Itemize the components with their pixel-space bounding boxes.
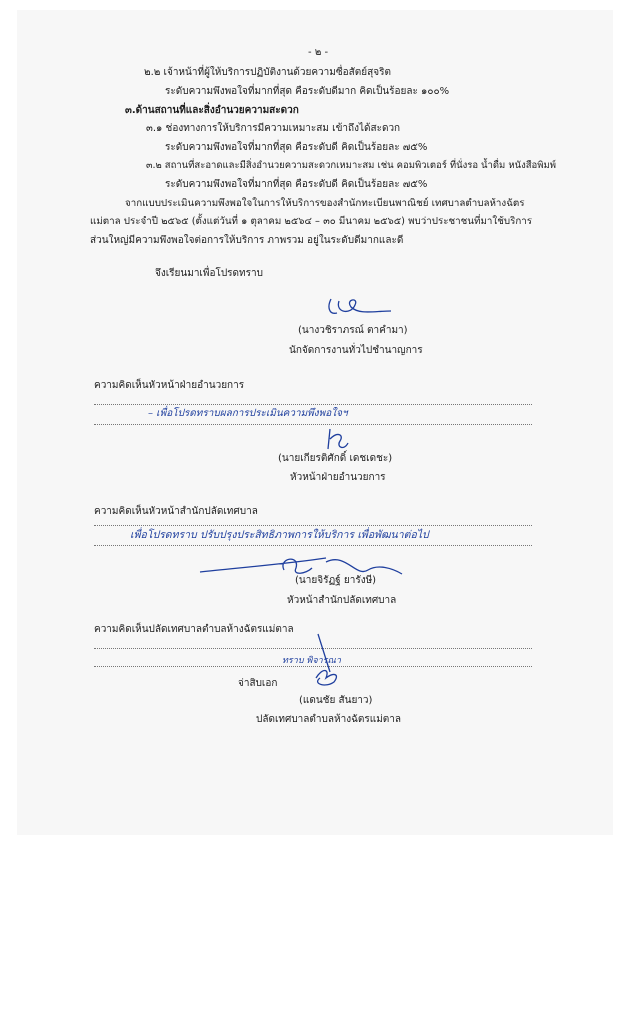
dotted-line [94,545,532,546]
item-2-2: ๒.๒ เจ้าหน้าที่ผู้ให้บริการปฏิบัติงานด้วยความซื่อสัตย์สุจริต [144,67,391,78]
signer-4-rank: จ่าสิบเอก [238,678,278,689]
item-3-2-result: ระดับความพึงพอใจที่มากที่สุด คือระดับดี คิดเป็นร้อยละ ๗๕% [165,179,428,190]
opinion-1-label: ความคิดเห็นหัวหน้าฝ่ายอำนวยการ [94,380,245,391]
opinion-2-label: ความคิดเห็นหัวหน้าสำนักปลัดเทศบาล [94,506,258,517]
dotted-line [94,424,532,425]
signer-2-title: หัวหน้าฝ่ายอำนวยการ [290,472,386,483]
summary-line-1: จากแบบประเมินความพึงพอใจในการให้บริการของสำนักทะเบียนพาณิชย์ เทศบาลตำบลห้างฉัตร [125,198,525,209]
dotted-line [94,404,532,405]
page-number: - ๒ - [308,47,329,58]
item-3-2: ๓.๒ สถานที่สะอาดและมีสิ่งอำนวยความสะดวกเหมาะสม เช่น คอมพิวเตอร์ ที่นั่งรอ น้ำดื่ม หนังสือพิมพ์ [146,160,557,171]
opinion-2-handwriting: เพื่อโปรดทราบ ปรับปรุงประสิทธิภาพการให้บริการ เพื่อพัฒนาต่อไป [130,529,429,541]
signer-4-name: (แดนชัย สันยาว) [299,695,373,706]
closing-text: จึงเรียนมาเพื่อโปรดทราบ [155,268,263,279]
signer-1-name: (นางวชิราภรณ์ ตาคำมา) [298,325,408,336]
signature-2 [322,427,352,453]
signer-1-title: นักจัดการงานทั่วไปชำนาญการ [289,345,423,356]
section-3-heading: ๓.ด้านสถานที่และสิ่งอำนวยความสะดวก [125,105,299,116]
signer-4-title: ปลัดเทศบาลตำบลห้างฉัตรแม่ตาล [256,714,402,725]
signer-3-title: หัวหน้าสำนักปลัดเทศบาล [287,595,397,606]
item-3-1-result: ระดับความพึงพอใจที่มากที่สุด คือระดับดี คิดเป็นร้อยละ ๗๕% [165,142,428,153]
signature-1 [325,293,395,319]
signature-4 [300,632,360,690]
item-3-1: ๓.๑ ช่องทางการให้บริการมีความเหมาะสม เข้าถึงได้สะดวก [146,123,401,134]
opinion-3-handwriting: ทราบ พิจารณา [282,656,341,666]
opinion-1-handwriting: – เพื่อโปรดทราบผลการประเมินความพึงพอใจฯ [148,408,348,419]
opinion-3-label: ความคิดเห็นปลัดเทศบาลตำบลห้างฉัตรแม่ตาล [94,624,294,635]
item-2-2-result: ระดับความพึงพอใจที่มากที่สุด คือระดับดีมาก คิดเป็นร้อยละ ๑๐๐% [165,86,450,97]
signer-3-name: (นายจิรัฏฐ์ ยารังษี) [295,575,377,586]
summary-line-2: แม่ตาล ประจำปี ๒๕๖๕ (ตั้งแต่วันที่ ๑ ตุลาคม ๒๕๖๔ – ๓๐ มีนาคม ๒๕๖๕) พบว่าประชาชนที่มาใช้บริการ [90,216,533,227]
summary-line-3: ส่วนใหญ่มีความพึงพอใจต่อการให้บริการ ภาพรวม อยู่ในระดับดีมากและดี [90,235,404,246]
signer-2-name: (นายเกียรติศักดิ์ เดชเดชะ) [278,453,393,464]
